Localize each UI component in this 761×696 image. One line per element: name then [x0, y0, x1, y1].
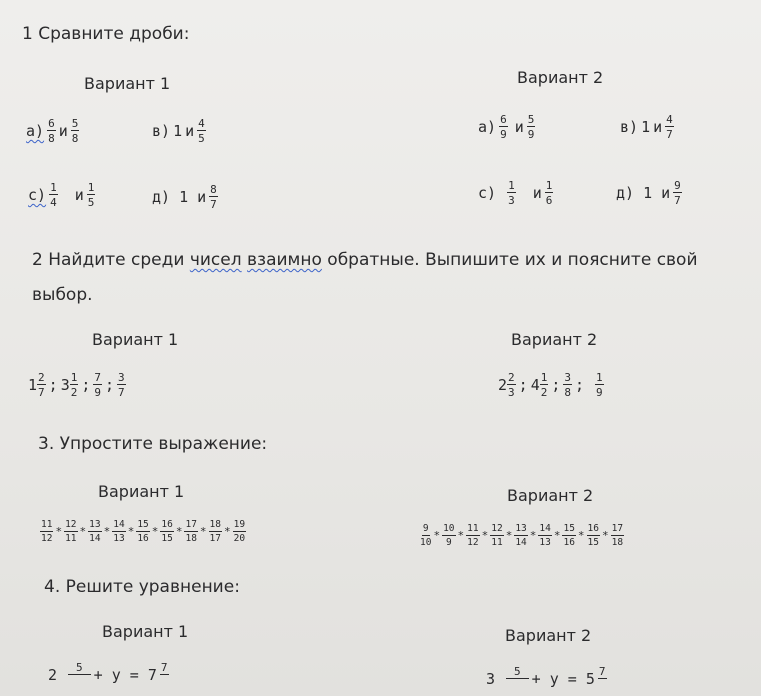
operator: *: [481, 529, 489, 542]
mixed-number: 1 $\frac{2}{7}$: [28, 371, 45, 399]
task1-v1-item-b: [152, 118, 206, 144]
fraction: $\frac{4}{7}$: [666, 113, 673, 141]
task1-v1-item-a: [26, 118, 79, 144]
fraction: $\frac{17}{18}$: [185, 519, 197, 544]
task1-v1-item-d: [152, 184, 218, 210]
task1-variant1-label: Вариант 1: [84, 74, 171, 93]
task2-title-line1: 2 Найдите среди чисел взаимно обратные. Выпишите их и поясните свой: [32, 250, 698, 270]
fraction: $\frac{14}{13}$: [539, 523, 551, 548]
separator: ;: [551, 376, 561, 394]
fraction: $\frac{6}{8}$: [48, 117, 55, 145]
fraction: $\frac{16}{15}$: [161, 519, 173, 544]
operator: *: [602, 529, 609, 542]
fraction: $\frac{19}{20}$: [233, 519, 246, 544]
operator: *: [151, 525, 159, 538]
item-letter: а): [26, 122, 45, 140]
fraction: $\frac{16}{15}$: [587, 523, 599, 548]
fraction: $\frac{14}{13}$: [113, 519, 125, 544]
fraction: $\frac{9}{10}$: [420, 523, 432, 548]
fraction: $\frac{1}{5}$: [87, 181, 95, 209]
task3-title: 3. Упростите выражение:: [38, 434, 268, 454]
operator: *: [79, 525, 87, 538]
fraction: $\frac{10}{9}$: [443, 523, 455, 548]
fraction: $\frac{6}{9}$: [500, 113, 507, 141]
fraction: $\frac{1}{3}$: [508, 179, 515, 207]
fraction: $\frac{3}{8}$: [564, 371, 571, 399]
operator: *: [577, 529, 585, 542]
task1-v2-item-c: [478, 180, 553, 206]
operator: *: [175, 525, 183, 538]
whole: 1: [643, 184, 653, 202]
operator: *: [457, 529, 465, 542]
fraction: $\frac{13}{14}$: [89, 519, 101, 544]
whole: 1: [179, 188, 189, 206]
fraction: $\frac{3}{7}$: [118, 371, 125, 399]
fraction: $\frac{7}{9}$: [94, 371, 101, 399]
task2-variant2-label: Вариант 2: [511, 330, 598, 349]
operator: *: [433, 529, 441, 542]
item-letter: в): [152, 122, 171, 140]
task2-variant1-label: Вариант 1: [92, 330, 179, 349]
item-letter: с): [478, 184, 497, 202]
fraction: $\frac{4}{5}$: [198, 117, 205, 145]
conj: и: [514, 118, 524, 136]
separator: ;: [105, 376, 115, 394]
conj: и: [185, 122, 195, 140]
conj: и: [197, 188, 207, 206]
task1-v2-item-b: [620, 114, 674, 140]
item-letter: в): [620, 118, 639, 136]
fraction: $\frac{12}{11}$: [65, 519, 77, 544]
item-letter: с): [28, 186, 47, 204]
task4-title: 4. Решите уравнение:: [44, 577, 240, 597]
fraction: $\frac{13}{14}$: [515, 523, 527, 548]
task3-variant1-label: Вариант 1: [98, 482, 185, 501]
fraction: $\frac{11}{12}$: [41, 519, 53, 544]
task1-v2-item-d: [616, 180, 682, 206]
conj: и: [653, 118, 663, 136]
fraction: $\frac{15}{16}$: [563, 523, 575, 548]
whole: 1: [641, 118, 651, 136]
item-letter: д): [616, 184, 635, 202]
separator: ;: [575, 376, 585, 394]
fraction: $\frac{1}{6}$: [545, 179, 553, 207]
conj: и: [661, 184, 671, 202]
conj: и: [58, 122, 68, 140]
task1-v1-item-c: [28, 182, 95, 208]
fraction: $\frac{5}{8}$: [71, 117, 79, 145]
item-letter: а): [478, 118, 497, 136]
task4-variant1-label: Вариант 1: [102, 622, 189, 641]
task4-v2-equation: 3 5 + y = 5 7: [486, 665, 606, 688]
operator: *: [529, 529, 537, 542]
conj: и: [532, 184, 542, 202]
fraction: $\frac{15}{16}$: [137, 519, 149, 544]
task2-v2-numbers: [498, 372, 604, 398]
fraction: $\frac{1}{9}$: [596, 371, 603, 399]
task3-v1-expression: [40, 520, 246, 543]
task1-variant2-label: Вариант 2: [517, 68, 604, 87]
task1-v2-item-a: [478, 114, 535, 140]
separator: ;: [518, 376, 528, 394]
operator: *: [103, 525, 111, 538]
fraction: $\frac{1}{4}$: [50, 181, 57, 209]
task2-v1-numbers: [28, 372, 126, 398]
operator: *: [553, 529, 561, 542]
operator: *: [55, 525, 63, 538]
mixed-number: 4 $\frac{1}{2}$: [530, 371, 548, 399]
operator: *: [224, 525, 231, 538]
fraction: $\frac{11}{12}$: [467, 523, 479, 548]
operator: *: [127, 525, 135, 538]
task3-variant2-label: Вариант 2: [507, 486, 594, 505]
separator: ;: [81, 376, 91, 394]
operator: *: [199, 525, 207, 538]
operator: *: [505, 529, 513, 542]
fraction: $\frac{18}{17}$: [209, 519, 221, 544]
separator: ;: [48, 376, 58, 394]
task4-variant2-label: Вариант 2: [505, 626, 592, 645]
mixed-number: 3 $\frac{1}{2}$: [60, 371, 78, 399]
fraction: $\frac{12}{11}$: [491, 523, 503, 548]
fraction: $\frac{9}{7}$: [674, 179, 681, 207]
task1-title: 1 Сравните дроби:: [22, 24, 190, 44]
task3-v2-expression: [420, 524, 624, 547]
fraction: $\frac{8}{7}$: [210, 183, 217, 211]
fraction: $\frac{17}{18}$: [611, 523, 624, 548]
mixed-number: 2 $\frac{2}{3}$: [498, 371, 515, 399]
whole: 1: [173, 122, 183, 140]
fraction: $\frac{5}{9}$: [527, 113, 535, 141]
task2-title-line2: выбор.: [32, 285, 93, 305]
item-letter: д): [152, 188, 171, 206]
conj: и: [74, 186, 84, 204]
task4-v1-equation: 2 5 + y = 7 7: [48, 661, 168, 684]
